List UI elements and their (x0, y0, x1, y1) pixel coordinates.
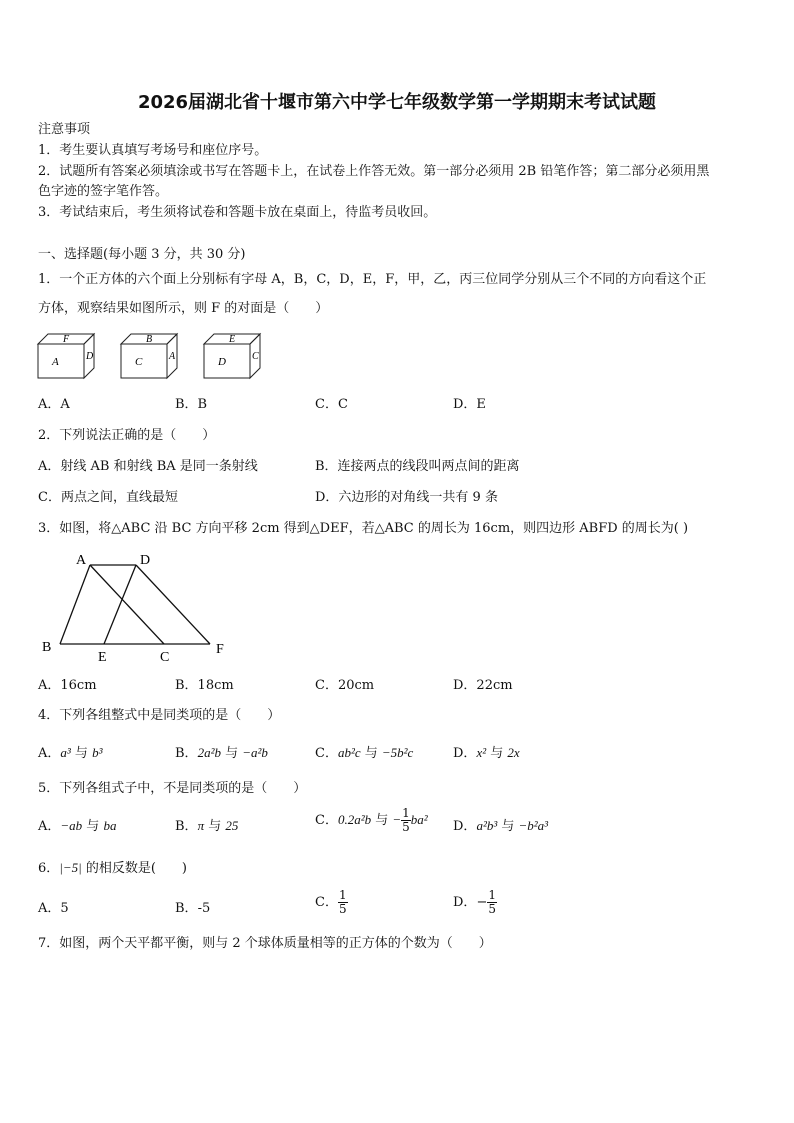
translation-triangle-figure (38, 548, 238, 666)
cube-2-side-label: A (169, 351, 176, 362)
option-b: B．B (175, 397, 208, 412)
segment-ac (90, 565, 164, 644)
notice-heading: 注意事项 (38, 122, 91, 137)
point-b-label: B (42, 640, 52, 655)
segment-de (104, 565, 136, 644)
point-e-label: E (98, 650, 107, 665)
question-6-stem: 6．|−5| 的相反数是( ) (38, 860, 187, 876)
option-c: C．20cm (315, 678, 375, 693)
question-4-stem: 4．下列各组整式中是同类项的是（ ） (38, 708, 281, 723)
option-b: B．2a²b 与 −a²b (175, 745, 268, 761)
notice-item: 1．考生要认真填写考场号和座位序号。 (38, 143, 268, 158)
cube-2-front-label: C (135, 356, 143, 368)
option-a: A．−ab 与 ba (38, 818, 117, 834)
option-b: B．连接两点的线段叫两点间的距离 (315, 459, 520, 474)
option-d: D．六边形的对角线一共有 9 条 (315, 490, 498, 505)
point-c-label: C (160, 650, 170, 665)
cube-view-2 (121, 334, 177, 378)
question-3-stem: 3．如图，将△ABC 沿 BC 方向平移 2cm 得到△DEF，若△ABC 的周长为 16cm，则四边形 ABFD 的周长为( ) (38, 521, 689, 536)
notice-item: 2．试题所有答案必须填涂或书写在答题卡上，在试卷上作答无效。第一部分必须用 2B 铅笔作答；第二部分必须用黑 (38, 164, 710, 179)
page-title: 2026届湖北省十堰市第六中学七年级数学第一学期期末考试试题 (137, 92, 657, 113)
option-a: A．16cm (38, 678, 97, 693)
option-d: D．− $\frac{1}{5}$ (453, 888, 496, 916)
notice-item: 色字迹的签字笔作答。 (38, 184, 169, 199)
option-b: B．π 与 25 (175, 818, 239, 834)
option-b: B．18cm (175, 678, 234, 693)
notice-item: 3．考试结束后，考生须将试卷和答题卡放在桌面上，待监考员收回。 (38, 205, 437, 220)
segment-ab (60, 565, 90, 644)
cube-view-3 (204, 334, 260, 378)
point-d-label: D (140, 553, 151, 568)
question-2-stem: 2．下列说法正确的是（ ） (38, 428, 216, 443)
option-d: D．E (453, 397, 486, 412)
option-c: C．C (315, 397, 348, 412)
cube-3-top-label: E (229, 334, 236, 345)
question-1-stem: 1．一个正方体的六个面上分别标有字母 A，B，C，D，E，F，甲，乙，丙三位同学分别从三个不同的方向看这个正 (38, 272, 707, 287)
option-b: B．-5 (175, 901, 211, 916)
option-c: C．0.2a²b 与 − $\frac{1}{5}$ ba² (315, 806, 428, 834)
cube-2-top-label: B (146, 334, 153, 345)
cube-3-front-label: D (218, 356, 226, 368)
question-7-stem: 7．如图，两个天平都平衡，则与 2 个球体质量相等的正方体的个数为（ ） (38, 936, 492, 951)
cube-views-figure (36, 328, 266, 384)
cube-view-1 (38, 334, 94, 378)
option-a: A．A (38, 397, 70, 412)
option-c: C．两点之间，直线最短 (38, 490, 178, 505)
point-f-label: F (216, 642, 224, 657)
option-a: A．射线 AB 和射线 BA 是同一条射线 (38, 459, 258, 474)
cube-1-side-label: D (86, 351, 94, 362)
cube-1-front-label: A (52, 356, 59, 368)
option-d: D．x² 与 2x (453, 745, 520, 761)
option-c: C．ab²c 与 −5b²c (315, 745, 414, 761)
segment-df (136, 565, 210, 644)
option-d: D．22cm (453, 678, 513, 693)
option-d: D．a²b³ 与 −b²a³ (453, 818, 549, 834)
cube-1-top-label: F (63, 334, 70, 345)
option-a: A．5 (38, 901, 69, 916)
cube-3-side-label: C (252, 351, 259, 362)
section-heading: 一、选择题(每小题 3 分，共 30 分) (38, 247, 246, 262)
option-a: A．a³ 与 b³ (38, 745, 103, 761)
question-5-stem: 5．下列各组式子中，不是同类项的是（ ） (38, 781, 307, 796)
option-c: C． $\frac{1}{5}$ (315, 888, 347, 916)
point-a-label: A (76, 553, 87, 568)
question-1-stem-2: 方体，观察结果如图所示，则 F 的对面是（ ） (38, 301, 329, 316)
